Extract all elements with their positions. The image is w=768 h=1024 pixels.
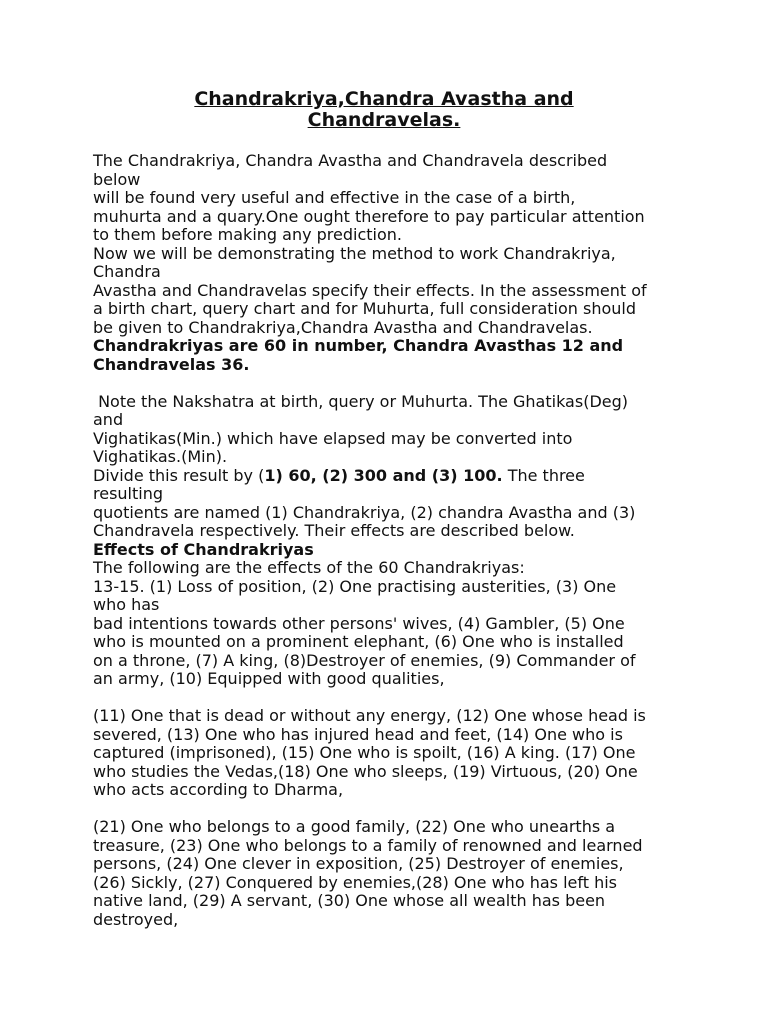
blank-line bbox=[93, 800, 693, 819]
divide-prefix: Divide this result by ( bbox=[93, 465, 265, 485]
blank-line bbox=[93, 374, 693, 393]
effects-intro: The following are the effects of the 60 Chandrakriyas: bbox=[93, 558, 525, 577]
effects-list-1 bbox=[93, 578, 693, 689]
text-line: and bbox=[93, 410, 124, 429]
text-line: bad intentions towards other persons' wives, (4) Gambler, (5) One bbox=[93, 613, 625, 633]
divide-line bbox=[93, 467, 693, 486]
blank-line bbox=[93, 689, 693, 708]
bold-line: Chandrakriyas are 60 in number, Chandra Avasthas 12 and bbox=[93, 336, 624, 355]
text-line: severed, (13) One who has injured head and feet, (14) One who is bbox=[93, 724, 623, 744]
text-line: resulting bbox=[93, 484, 164, 503]
text-line: (21) One who belongs to a good family, (22) One who unearths a bbox=[93, 817, 616, 836]
text-line: who studies the Vedas,(18) One who sleeps, (19) Virtuous, (20) One bbox=[93, 761, 638, 781]
text-line: an army, (10) Equipped with good qualities, bbox=[93, 669, 445, 688]
text-line: who is mounted on a prominent elephant, (6) One who is installed bbox=[93, 632, 624, 651]
text-line: Chandravela respectively. Their effects are described below. bbox=[93, 521, 575, 540]
text-line: on a throne, (7) A king, (8)Destroyer of enemies, (9) Commander of bbox=[93, 650, 636, 670]
text-line: Avastha and Chandravelas specify their effects. In the assessment of bbox=[93, 280, 647, 300]
title-line: Chandrakriya,Chandra Avastha and bbox=[194, 88, 574, 110]
title-line: Chandravelas. bbox=[307, 109, 461, 131]
text-line: (26) Sickly, (27) Conquered by enemies,(28) One who has left his bbox=[93, 872, 617, 892]
effects-list-2 bbox=[93, 707, 693, 800]
text-line: who has bbox=[93, 595, 160, 614]
text-line: Vighatikas.(Min). bbox=[93, 447, 228, 466]
text-line: Vighatikas(Min.) which have elapsed may be converted into bbox=[93, 428, 573, 448]
effects-list-3 bbox=[93, 818, 693, 929]
text-line: treasure, (23) One who belongs to a family of renowned and learned bbox=[93, 835, 643, 855]
document-body bbox=[93, 152, 693, 929]
bold-note bbox=[93, 337, 693, 374]
text-line: will be found very useful and effective in the case of a birth, bbox=[93, 188, 576, 207]
text-line: quotients are named (1) Chandrakriya, (2) chandra Avastha and (3) bbox=[93, 502, 636, 522]
method-paragraph bbox=[93, 393, 693, 541]
intro-paragraph bbox=[93, 152, 693, 337]
text-line: The Chandrakriya, Chandra Avastha and Chandravela described bbox=[93, 151, 608, 170]
text-line: below bbox=[93, 169, 141, 189]
document-title bbox=[0, 89, 768, 131]
text-line: 13-15. (1) Loss of position, (2) One practising austerities, (3) One bbox=[93, 576, 617, 596]
text-line: Chandra bbox=[93, 262, 161, 281]
divide-values: 1) 60, (2) 300 and (3) 100. bbox=[264, 465, 503, 485]
text-line: destroyed, bbox=[93, 909, 179, 929]
text-line: be given to Chandrakriya,Chandra Avastha and Chandravelas. bbox=[93, 317, 593, 337]
text-line: Note the Nakshatra at birth, query or Muhurta. The Ghatikas(Deg) bbox=[93, 391, 628, 411]
text-line: (11) One that is dead or without any energy, (12) One whose head is bbox=[93, 706, 646, 725]
text-line: persons, (24) One clever in exposition, (25) Destroyer of enemies, bbox=[93, 854, 624, 873]
text-line: to them before making any prediction. bbox=[93, 225, 402, 244]
effects-heading: Effects of Chandrakriyas bbox=[93, 539, 314, 559]
text-line: native land, (29) A servant, (30) One whose all wealth has been bbox=[93, 891, 606, 910]
text-line: who acts according to Dharma, bbox=[93, 780, 344, 799]
text-line: muhurta and a quary.One ought therefore to pay particular attention bbox=[93, 206, 645, 226]
bold-line: Chandravelas 36. bbox=[93, 354, 250, 374]
divide-suffix: The three bbox=[502, 465, 585, 485]
text-line: captured (imprisoned), (15) One who is spoilt, (16) A king. (17) One bbox=[93, 743, 636, 762]
text-line: a birth chart, query chart and for Muhurta, full consideration should bbox=[93, 299, 636, 318]
text-line: Now we will be demonstrating the method to work Chandrakriya, bbox=[93, 243, 616, 263]
